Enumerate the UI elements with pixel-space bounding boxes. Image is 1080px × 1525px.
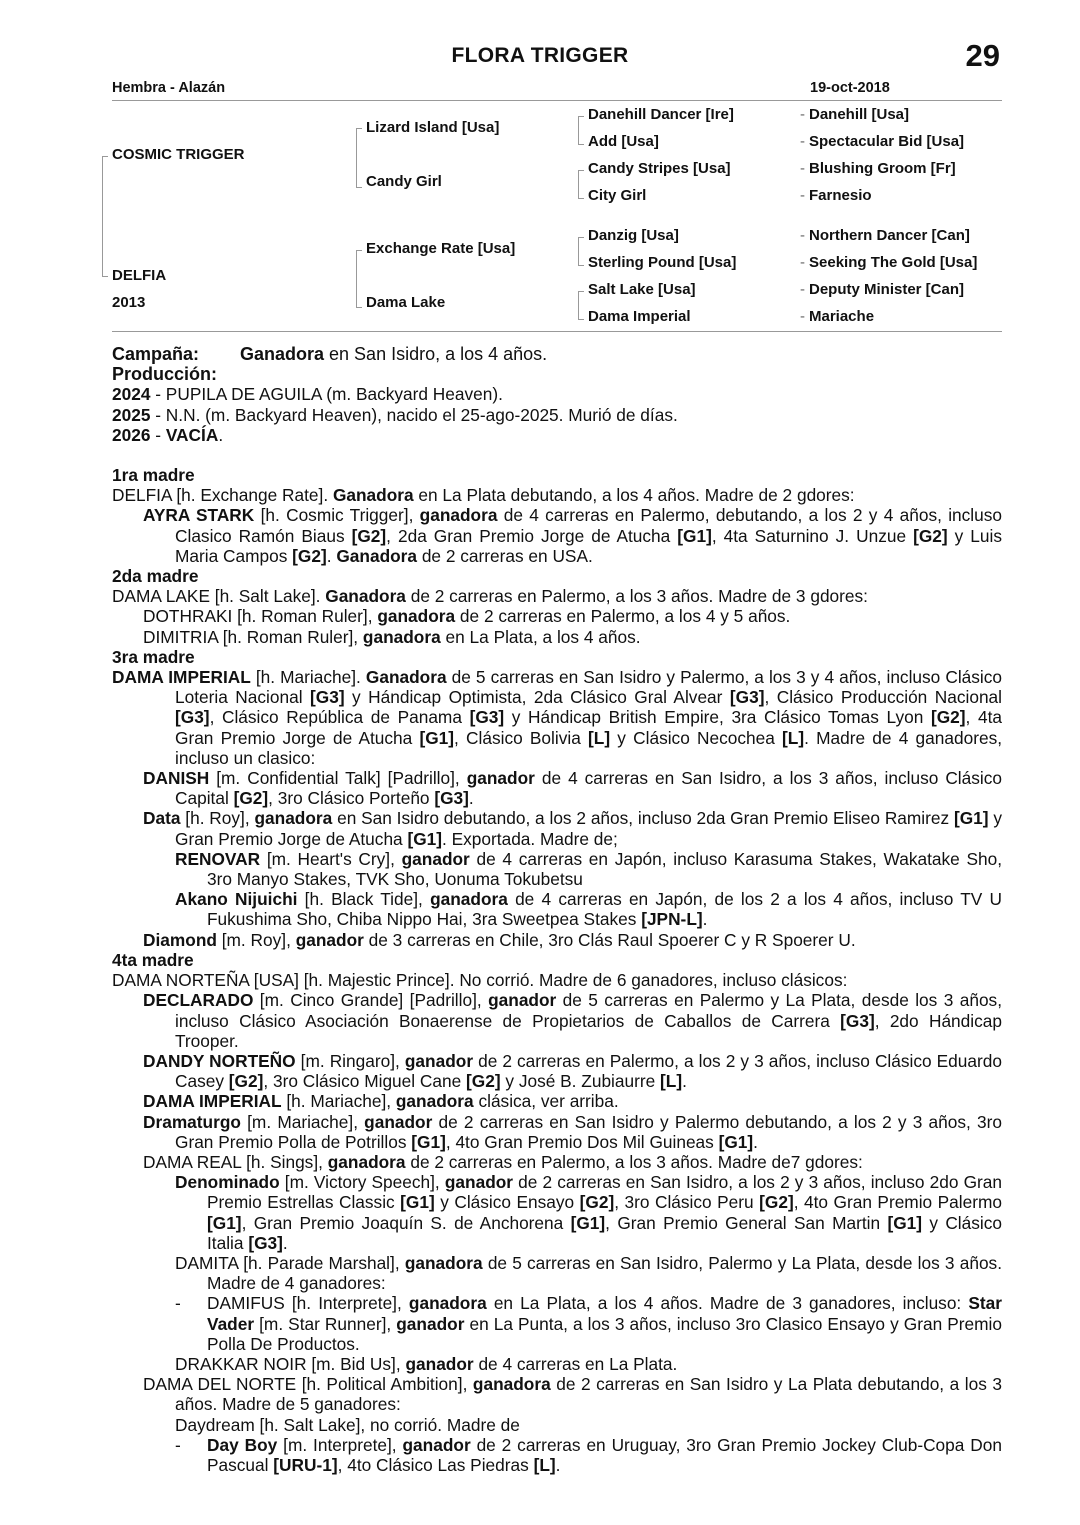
offspring-entry: DOTHRAKI [h. Roman Ruler], ganadora de 2 carreras en Palermo, a los 4 y 5 años. [143,606,791,627]
section-heading: 1ra madre [112,465,195,486]
offspring-entry: Denominado [m. Victory Speech], ganador de 2 carreras en San Isidro, a los 2 y 3 años, incluso 2do Gran Premio Estrellas Classic [G1] y Clásico Ensayo [G2], 3ro Clásico Peru [G2], 4to Gran Premio Palermo [G1], Gran Premio Joaquín S. de Anchorena [G1], Gran Premio General San Martin [G1] y Clásico Italia [G3]. [175,1172,1002,1253]
offspring-entry: Dramaturgo [m. Mariache], ganador de 2 carreras en San Isidro y Palermo debutando, a los 2 y 3 años, 3ro Gran Premio Polla de Potrillos [G1], 4to Gran Premio Dos Mil Guineas [G1]. [143,1111,1002,1152]
bracket [578,305,584,320]
pedigree-gen4: Blushing Groom [Fr] [809,160,956,177]
campaign-line: Campaña: Ganadora en San Isidro, a los 4 años. [112,344,548,364]
production-item: 2024 - PUPILA DE AGUILA (m. Backyard Heaven). [112,384,503,405]
pedigree-gen4: Deputy Minister [Can] [809,281,965,298]
offspring-entry: Data [h. Roy], ganadora en San Isidro debutando, a los 2 años, incluso 2da Gran Premio Eliseo Ramirez [G1] y Gran Premio Jorge de Atucha [G1]. Exportada. Madre de; [143,808,1003,849]
pedigree-gen2: Exchange Rate [Usa] [366,240,516,257]
pedigree-gen3: Add [Usa] [588,133,659,150]
offspring-entry: DECLARADO [m. Cinco Grande] [Padrillo], ganador de 5 carreras en Palermo y La Plata, desde los 3 años, incluso Clásico Asociación Bonaerense de Propietarios de Caballos de Carrera [G3], 2do Hándicap Trooper. [143,990,1003,1051]
offspring-entry: Daydream [h. Salt Lake], no corrió. Madre de [175,1414,520,1435]
bracket [578,130,584,145]
pedigree-gen3: Candy Stripes [Usa] [588,160,731,177]
pedigree-gen2: Lizard Island [Usa] [366,119,500,136]
offspring-entry: DAMA DEL NORTE [h. Political Ambition], ganadora de 2 carreras en San Isidro y La Plata debutando, a los 3 años. Madre de 5 ganadores: [143,1374,1002,1415]
family-notes [112,344,1002,1475]
offspring-entry: Akano Nijuichi [h. Black Tide], ganadora de 4 carreras en Japón, de los 2 a los 4 años, incluso TV U Fukushima Sho, Chiba Nippo Hai, 3ra Sweetpea Stakes [JPN-L]. [175,889,1002,930]
offspring-entry: DIMITRIA [h. Roman Ruler], ganadora en La Plata, a los 4 años. [143,626,641,647]
offspring-entry: DANDY NORTEÑO [m. Ringaro], ganador de 2 carreras en Palermo, a los 2 y 3 años, incluso Clásico Eduardo Casey [G2], 3ro Clásico Miguel Cane [G2] y José B. Zubiaurre [L]. [143,1050,1002,1092]
bracket [356,142,362,188]
section-heading: 2da madre [112,566,199,587]
pedigree-gen3: City Girl [588,187,647,204]
pedigree-gen4: Danehill [Usa] [809,106,910,123]
dam-entry: DAMA LAKE [h. Salt Lake]. Ganadora de 2 carreras en Palermo, a los 3 años. Madre de 3 gdores: [112,586,868,607]
pedigree-gen4: Spectacular Bid [Usa] [809,133,965,150]
bracket [578,116,584,131]
offspring-entry: DAMITA [h. Parade Marshal], ganadora de 5 carreras en San Isidro, Palermo y La Plata, desde los 3 años. Madre de 4 ganadores: [175,1252,1002,1294]
offspring-entry: RENOVAR [m. Heart's Cry], ganador de 4 carreras en Japón, incluso Karasuma Stakes, Wakatake Sho, 3ro Manyo Stakes, TVK Sho, Uonuma Tokubetsu [175,848,1002,890]
dam-entry: DELFIA [h. Exchange Rate]. Ganadora en La Plata debutando, a los 4 años. Madre de 2 gdores: [112,485,855,506]
offspring-entry: DAMA IMPERIAL [h. Mariache], ganadora clásica, ver arriba. [143,1091,619,1112]
pedigree-gen4: Northern Dancer [Can] [809,227,970,244]
page-title: FLORA TRIGGER [451,44,629,67]
page-number: 29 [965,38,1000,73]
dam-entry: DAMA IMPERIAL [h. Mariache]. Ganadora de 5 carreras en San Isidro y Palermo, a los 3 y 4 años, incluso Clásico Loteria Nacional [G3] y Hándicap Optimista, 2da Clásico Gral Alvear [G3], Clásico Producción Nacional [G3], Clásico República de Panama [G3] y Hándicap British Empire, 3ra Clásico Tomas Lyon [G2], 4ta Gran Premio Jorge de Atucha [G1], Clásico Bolivia [L] y Clásico Necochea [L]. Madre de 4 ganadores, incluso un clasico: [112,667,1003,768]
bottom-rule [112,331,1002,332]
section-heading: 3ra madre [112,646,195,667]
top-rule [112,100,1002,101]
offspring-entry: - DAMIFUS [h. Interprete], ganadora en La Plata, a los 4 años. Madre de 3 ganadores, incluso: Star Vader [m. Star Runner], ganador en La Punta, a los 3 años, incluso 3ro Clasico Ensayo y Gran Premio Polla De Productos. [175,1293,1002,1354]
bracket [102,246,108,277]
dam-name: DELFIA [112,267,167,284]
dam-entry: DAMA NORTEÑA [USA] [h. Majestic Prince]. No corrió. Madre de 6 ganadores, incluso clásicos: [112,970,848,991]
offspring-entry: Diamond [m. Roy], ganador de 3 carreras en Chile, 3ro Clás Raul Spoerer C y R Spoerer U. [143,929,856,950]
bracket [578,237,584,252]
pedigree-gen4: Mariache [809,308,875,325]
production-item: 2025 - N.N. (m. Backyard Heaven), nacido el 25-ago-2025. Murió de días. [112,404,678,425]
bracket [356,262,362,308]
pedigree-gen3: Danehill Dancer [Ire] [588,106,734,123]
bracket [578,251,584,266]
pedigree-gen4: Farnesio [809,187,872,204]
pedigree-gen3: Salt Lake [Usa] [588,281,696,298]
offspring-entry: DANISH [m. Confidential Talk] [Padrillo], ganador de 4 carreras en San Isidro, a los 3 años, incluso Clásico Capital [G2], 3ro Clásico Porteño [G3]. [143,768,1002,809]
pedigree-gen3: Sterling Pound [Usa] [588,254,737,271]
pedigree-gen2: Dama Lake [366,294,446,311]
bracket [578,170,584,185]
sire-name: COSMIC TRIGGER [112,146,245,163]
pedigree-gen4: Seeking The Gold [Usa] [809,254,978,271]
offspring-entry: AYRA STARK [h. Cosmic Trigger], ganadora de 4 carreras en Palermo, debutando, a los 2 y 4 años, incluso Clasico Ramón Biaus [G2], 2da Gran Premio Jorge de Atucha [G1], 4ta Saturnino J. Unzue [G2] y Luis Maria Campos [G2]. Ganadora de 2 carreras en USA. [143,505,1003,566]
offspring-entry: - Day Boy [m. Interprete], ganador de 2 carreras en Uruguay, 3ro Gran Premio Jockey Club-Copa Don Pascual [URU-1], 4to Clásico Las Piedras [L]. [175,1434,1002,1475]
bracket [578,184,584,199]
bracket [578,291,584,306]
sex-color: Hembra - Alazán [112,80,226,96]
pedigree-gen3: Danzig [Usa] [588,227,679,244]
production-heading: Producción: [112,364,218,385]
section-heading: 4ta madre [112,949,194,970]
birth-year: 2013 [112,294,146,311]
offspring-entry: DRAKKAR NOIR [m. Bid Us], ganador de 4 carreras en La Plata. [175,1353,678,1374]
pedigree-gen3: Dama Imperial [588,308,691,325]
offspring-entry: DAMA REAL [h. Sings], ganadora de 2 carreras en Palermo, a los 3 años. Madre de7 gdores: [143,1151,863,1172]
report-date: 19-oct-2018 [810,80,890,96]
production-item: 2026 - VACÍA. [112,424,224,445]
pedigree-gen2: Candy Girl [366,173,442,190]
bracket [102,156,108,181]
